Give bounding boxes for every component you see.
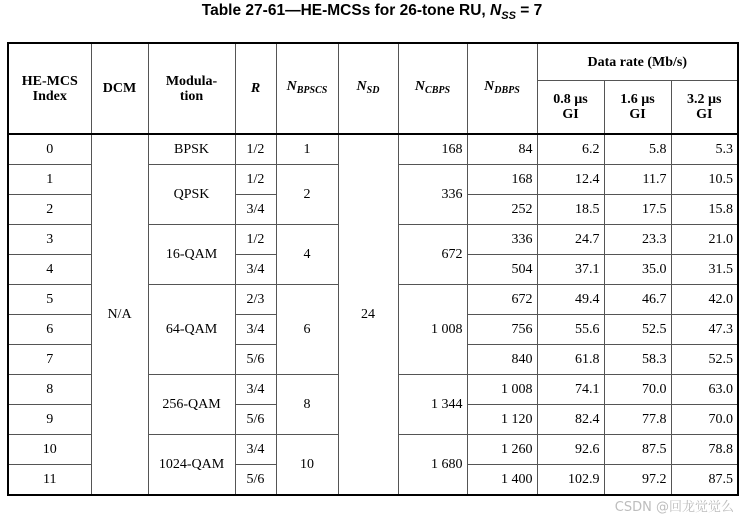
- cell-modulation: 256-QAM: [148, 375, 235, 435]
- cell-r: 5/6: [235, 405, 276, 435]
- cell-gi-1-6: 70.0: [604, 375, 671, 405]
- cell-gi-0-8: 74.1: [537, 375, 604, 405]
- cell-gi-1-6: 17.5: [604, 195, 671, 225]
- cell-gi-0-8: 24.7: [537, 225, 604, 255]
- header-gi-3-2: 3.2 µs GI: [671, 81, 738, 135]
- cell-ndbps: 84: [467, 134, 537, 165]
- cell-gi-1-6: 58.3: [604, 345, 671, 375]
- cell-modulation: 1024-QAM: [148, 435, 235, 496]
- cell-gi-0-8: 12.4: [537, 165, 604, 195]
- table-row: [8, 134, 738, 165]
- cell-gi-3-2: 63.0: [671, 375, 738, 405]
- cell-gi-1-6: 46.7: [604, 285, 671, 315]
- cell-gi-0-8: 82.4: [537, 405, 604, 435]
- cell-ndbps: 168: [467, 165, 537, 195]
- cell-gi-3-2: 70.0: [671, 405, 738, 435]
- cell-mcs: 2: [8, 195, 91, 225]
- cell-ncbps: 1 008: [398, 285, 467, 375]
- cell-ncbps: 336: [398, 165, 467, 225]
- header-modulation: Modula- tion: [148, 43, 235, 134]
- cell-ndbps: 1 120: [467, 405, 537, 435]
- cell-modulation: 64-QAM: [148, 285, 235, 375]
- cell-mcs: 0: [8, 134, 91, 165]
- cell-ndbps: 1 400: [467, 465, 537, 496]
- cell-nbpscs: 2: [276, 165, 338, 225]
- cell-mcs: 11: [8, 465, 91, 496]
- title-n: N: [490, 2, 502, 19]
- cell-mcs: 3: [8, 225, 91, 255]
- cell-gi-3-2: 52.5: [671, 345, 738, 375]
- cell-gi-0-8: 102.9: [537, 465, 604, 496]
- cell-modulation: BPSK: [148, 134, 235, 165]
- cell-gi-3-2: 42.0: [671, 285, 738, 315]
- cell-gi-1-6: 77.8: [604, 405, 671, 435]
- cell-ndbps: 252: [467, 195, 537, 225]
- watermark: CSDN @回龙觉觉么: [614, 500, 734, 515]
- cell-gi-1-6: 97.2: [604, 465, 671, 496]
- cell-nbpscs: 1: [276, 134, 338, 165]
- cell-mcs: 1: [8, 165, 91, 195]
- cell-mcs: 9: [8, 405, 91, 435]
- cell-r: 1/2: [235, 225, 276, 255]
- cell-gi-3-2: 31.5: [671, 255, 738, 285]
- header-nbpscs: $N_{BPSCS}$: [276, 43, 338, 134]
- cell-r: 1/2: [235, 134, 276, 165]
- cell-ncbps: 168: [398, 134, 467, 165]
- cell-ndbps: 756: [467, 315, 537, 345]
- cell-ncbps: 672: [398, 225, 467, 285]
- header-mcs-index: HE-MCS Index: [8, 43, 91, 134]
- cell-nbpscs: 8: [276, 375, 338, 435]
- header-gi-0-8: 0.8 µs GI: [537, 81, 604, 135]
- cell-gi-1-6: 11.7: [604, 165, 671, 195]
- cell-gi-1-6: 35.0: [604, 255, 671, 285]
- mcs-table: [7, 42, 739, 496]
- cell-ncbps: 1 680: [398, 435, 467, 496]
- cell-nbpscs: 10: [276, 435, 338, 496]
- cell-mcs: 5: [8, 285, 91, 315]
- cell-r: 2/3: [235, 285, 276, 315]
- cell-r: 3/4: [235, 315, 276, 345]
- cell-gi-1-6: 87.5: [604, 435, 671, 465]
- header-dcm: DCM: [91, 43, 148, 134]
- cell-gi-1-6: 52.5: [604, 315, 671, 345]
- cell-mcs: 8: [8, 375, 91, 405]
- cell-ndbps: 336: [467, 225, 537, 255]
- cell-gi-0-8: 49.4: [537, 285, 604, 315]
- cell-ndbps: 840: [467, 345, 537, 375]
- header-gi-1-6: 1.6 µs GI: [604, 81, 671, 135]
- cell-gi-0-8: 55.6: [537, 315, 604, 345]
- cell-gi-3-2: 5.3: [671, 134, 738, 165]
- cell-gi-0-8: 6.2: [537, 134, 604, 165]
- cell-r: 3/4: [235, 375, 276, 405]
- header-ndbps: $N_{DBPS}$: [467, 43, 537, 134]
- cell-nbpscs: 6: [276, 285, 338, 375]
- title-prefix: Table 27-61—HE-MCSs for 26-tone RU,: [201, 2, 491, 19]
- table-title: [0, 2, 744, 22]
- cell-mcs: 4: [8, 255, 91, 285]
- cell-gi-1-6: 5.8: [604, 134, 671, 165]
- cell-r: 5/6: [235, 465, 276, 496]
- cell-mcs: 7: [8, 345, 91, 375]
- cell-nbpscs: 4: [276, 225, 338, 285]
- cell-ndbps: 1 008: [467, 375, 537, 405]
- cell-ncbps: 1 344: [398, 375, 467, 435]
- cell-r: 5/6: [235, 345, 276, 375]
- cell-gi-3-2: 15.8: [671, 195, 738, 225]
- cell-nsd: 24: [338, 134, 398, 495]
- cell-mcs: 10: [8, 435, 91, 465]
- cell-gi-3-2: 87.5: [671, 465, 738, 496]
- cell-gi-0-8: 61.8: [537, 345, 604, 375]
- cell-r: 3/4: [235, 435, 276, 465]
- cell-gi-3-2: 21.0: [671, 225, 738, 255]
- cell-gi-0-8: 18.5: [537, 195, 604, 225]
- cell-gi-1-6: 23.3: [604, 225, 671, 255]
- cell-ndbps: 672: [467, 285, 537, 315]
- cell-gi-3-2: 10.5: [671, 165, 738, 195]
- cell-dcm: N/A: [91, 134, 148, 495]
- cell-ndbps: 1 260: [467, 435, 537, 465]
- cell-modulation: 16-QAM: [148, 225, 235, 285]
- cell-modulation: QPSK: [148, 165, 235, 225]
- cell-gi-3-2: 47.3: [671, 315, 738, 345]
- cell-gi-0-8: 37.1: [537, 255, 604, 285]
- cell-mcs: 6: [8, 315, 91, 345]
- cell-gi-3-2: 78.8: [671, 435, 738, 465]
- cell-ndbps: 504: [467, 255, 537, 285]
- cell-r: 1/2: [235, 165, 276, 195]
- header-nsd: $N_{SD}$: [338, 43, 398, 134]
- cell-r: 3/4: [235, 195, 276, 225]
- cell-gi-0-8: 92.6: [537, 435, 604, 465]
- header-data-rate: Data rate (Mb/s): [537, 43, 738, 81]
- title-sub: SS: [501, 10, 516, 23]
- title-suffix: = 7: [515, 2, 543, 19]
- cell-r: 3/4: [235, 255, 276, 285]
- header-r: R: [235, 43, 276, 134]
- header-ncbps: $N_{CBPS}$: [398, 43, 467, 134]
